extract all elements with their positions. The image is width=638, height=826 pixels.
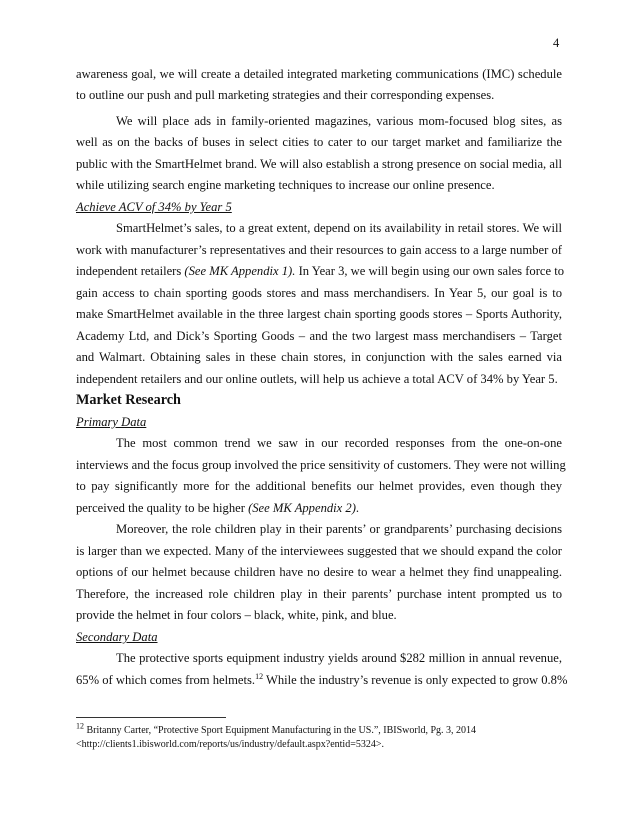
footnote-marker: 12 — [76, 721, 84, 731]
text-line: well as on the backs of buses in select cities to cater to our target market and familiarize the — [76, 135, 562, 149]
text-line: The protective sports equipment industry yields around $282 million in annual revenue, — [116, 651, 562, 665]
text-run: independent retailers — [76, 264, 182, 278]
text-line: awareness goal, we will create a detailed integrated marketing communications (IMC) schedule — [76, 67, 562, 81]
text-run: 65% of which comes from helmets. — [76, 673, 256, 687]
subheading-secondary-data: Secondary Data — [76, 630, 158, 644]
text-run: perceived the quality to be higher — [76, 501, 245, 515]
text-line: and Walmart. Obtaining sales in these chain stores, in conjunction with the sales earned via — [76, 350, 562, 364]
appendix-reference: (See MK Appendix 1). — [184, 264, 296, 278]
text-line: while utilizing search engine marketing techniques to increase our online presence. — [76, 178, 495, 192]
text-line: to outline our push and pull marketing strategies and their corresponding expenses. — [76, 88, 495, 102]
text-run: . — [355, 501, 360, 515]
text-line: We will place ads in family-oriented magazines, various mom-focused blog sites, as — [116, 114, 562, 128]
text-run: In Year 3, we will begin using our own sales force to — [298, 264, 565, 278]
text-line: Therefore, the increased role children play in their parents’ purchase intent prompted us to — [76, 587, 562, 601]
text-line: interviews and the focus group involved the price sensitivity of customers. They were not willing — [76, 458, 566, 472]
text-line: Academy Ltd, and Dick’s Sporting Goods – and the two largest mass merchandisers – Target — [76, 329, 562, 343]
text-line: independent retailers and our online outlets, will help us achieve a total ACV of 34% by Year 5. — [76, 372, 558, 386]
text-run: While the industry’s revenue is only expected to grow 0.8% — [263, 673, 568, 687]
footnote-line — [76, 721, 477, 737]
heading-market-research: Market Research — [76, 392, 181, 408]
text-line: is larger than we expected. Many of the interviewees suggested that we should expand the color — [76, 544, 562, 558]
text-line: make SmartHelmet available in the three largest chain sporting goods stores – Sports Authority, — [76, 307, 562, 321]
page-number: 4 — [553, 36, 560, 50]
text-line: provide the helmet in four colors – black, white, pink, and blue. — [76, 608, 397, 622]
text-line: Moreover, the role children play in their parents’ or grandparents’ purchasing decisions — [116, 522, 562, 536]
footnote-url: <http://clients1.ibisworld.com/reports/us/industry/default.aspx?entid=5324>. — [76, 739, 384, 750]
text-line — [76, 263, 565, 279]
text-line — [76, 500, 562, 516]
text-line: public with the SmartHelmet brand. We will also establish a strong presence on social media, all — [76, 157, 562, 171]
text-line: to pay significantly more for the additional benefits our helmet provides, even though they — [76, 479, 562, 493]
text-line: work with manufacturer’s representatives and their resources to gain access to a large number of — [76, 243, 562, 257]
footnote-citation: Britanny Carter, “Protective Sport Equipment Manufacturing in the US.”, IBISworld, Pg. 3, 2014 — [84, 725, 477, 736]
footnote-reference: 12 — [255, 671, 264, 681]
appendix-reference: (See MK Appendix 2) — [248, 501, 356, 515]
text-line: gain access to chain sporting goods stores and mass merchandisers. In Year 5, our goal is to — [76, 286, 562, 300]
text-line: The most common trend we saw in our recorded responses from the one-on-one — [116, 436, 562, 450]
subheading-acv: Achieve ACV of 34% by Year 5 — [76, 200, 232, 214]
subheading-primary-data: Primary Data — [76, 415, 147, 429]
text-line: SmartHelmet’s sales, to a great extent, depend on its availability in retail stores. We will — [116, 221, 562, 235]
text-line: options of our helmet because children have no desire to wear a helmet they find unappealing. — [76, 565, 562, 579]
text-line — [76, 671, 568, 688]
footnote-divider — [76, 717, 226, 718]
